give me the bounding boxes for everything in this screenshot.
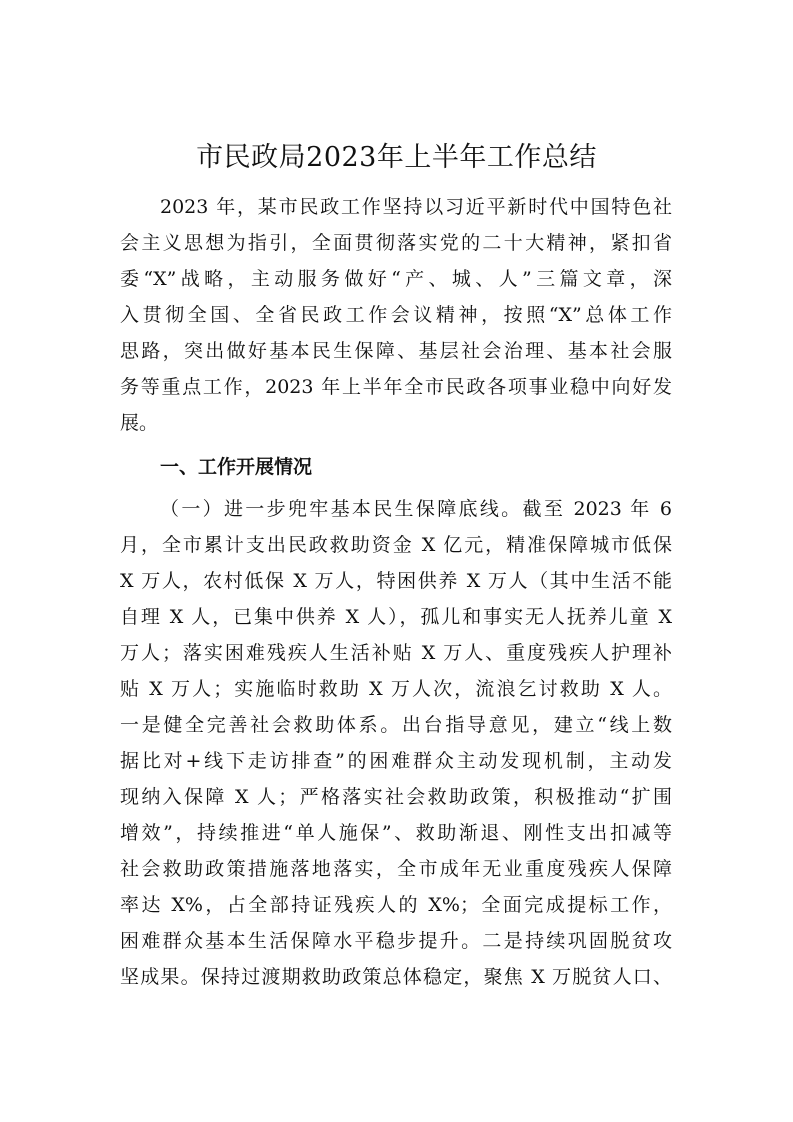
body-line: 据比对+线下走访排查”的困难群众主动发现机制，主动发 — [120, 750, 672, 772]
intro-line: 入贯彻全国、全省民政工作会议精神，按照“X”总体工作 — [120, 304, 672, 326]
body-line: 贴 X 万人；实施临时救助 X 万人次，流浪乞讨救助 X 人。 — [120, 678, 672, 700]
body-line: 社会救助政策措施落地落实，全市成年无业重度残疾人保障 — [120, 858, 672, 880]
body-line: 坚成果。保持过渡期救助政策总体稳定，聚焦 X 万脱贫人口、 — [120, 966, 672, 988]
intro-line: 思路，突出做好基本民生保障、基层社会治理、基本社会服 — [120, 340, 672, 362]
body-line: 增效”，持续推进“单人施保”、救助渐退、刚性支出扣减等 — [120, 822, 672, 844]
body-line: 万人；落实困难残疾人生活补贴 X 万人、重度残疾人护理补 — [120, 642, 672, 664]
body-line: 率达 X%，占全部持证残疾人的 X%；全面完成提标工作， — [120, 894, 672, 916]
intro-line: 2023 年，某市民政工作坚持以习近平新时代中国特色社 — [160, 196, 672, 218]
intro-line: 务等重点工作，2023 年上半年全市民政各项事业稳中向好发 — [120, 376, 672, 398]
intro-line: 展。 — [120, 412, 159, 434]
intro-line: 会主义思想为指引，全面贯彻落实党的二十大精神，紧扣省 — [120, 232, 672, 254]
document-title: 市民政局2023年上半年工作总结 — [196, 142, 597, 173]
section-heading: 一、工作开展情况 — [160, 456, 313, 478]
body-line: 一是健全完善社会救助体系。出台指导意见，建立“线上数 — [120, 714, 672, 736]
body-line: X 万人，农村低保 X 万人，特困供养 X 万人（其中生活不能 — [120, 570, 672, 592]
body-line: 现纳入保障 X 人；严格落实社会救助政策，积极推动“扩围 — [120, 786, 672, 808]
body-line: 月，全市累计支出民政救助资金 X 亿元，精准保障城市低保 — [120, 534, 672, 556]
body-line: （一）进一步兜牢基本民生保障底线。截至 2023 年 6 — [160, 498, 672, 520]
body-line: 困难群众基本生活保障水平稳步提升。二是持续巩固脱贫攻 — [120, 930, 672, 952]
body-line: 自理 X 人，已集中供养 X 人），孤儿和事实无人抚养儿童 X — [120, 606, 672, 628]
intro-line: 委“X”战略，主动服务做好“产、城、人”三篇文章，深 — [120, 268, 672, 290]
